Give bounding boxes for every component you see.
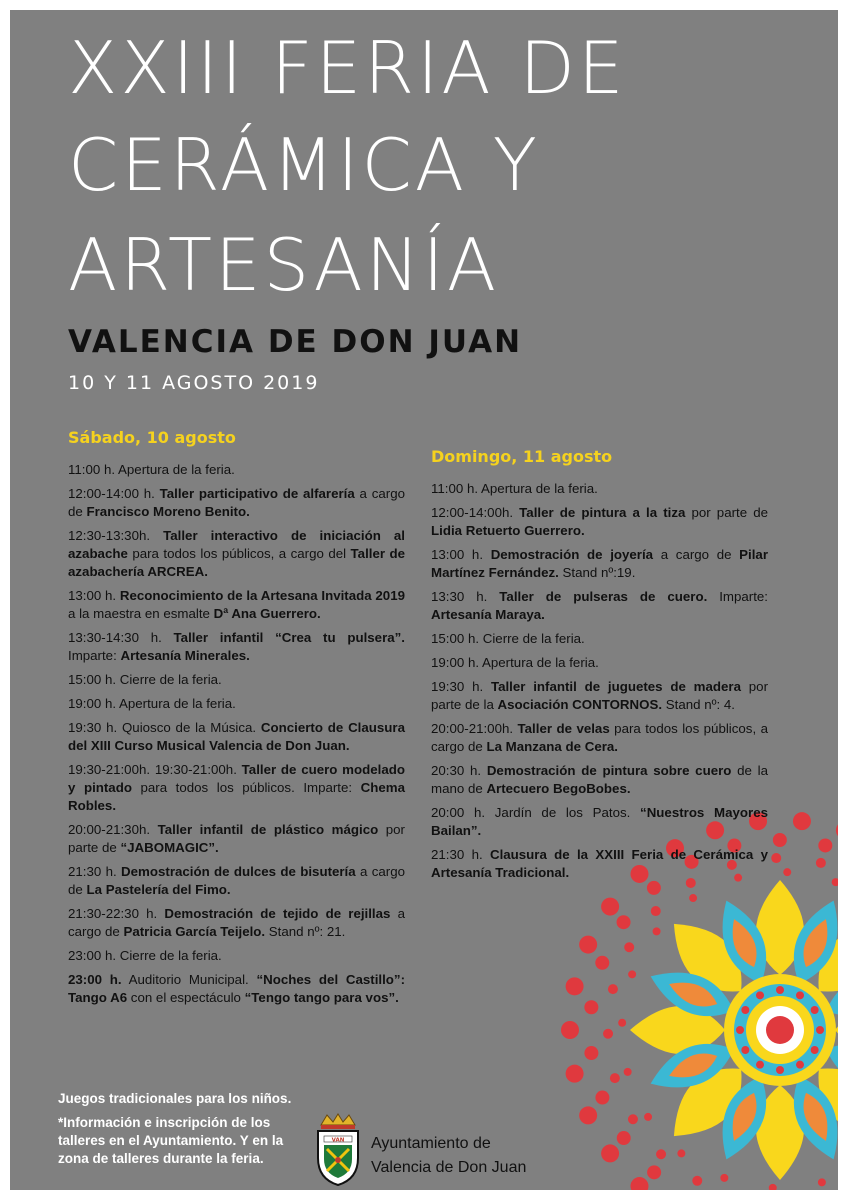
mandala-dot [628,970,636,978]
item-highlight: Artecuero BegoBobes. [486,781,631,796]
mandala-dot [651,906,661,916]
mandala-dot [818,1178,826,1186]
mandala-dot [601,898,619,916]
mandala-dot [653,927,661,935]
item-highlight: La Manzana de Cera. [486,739,618,754]
item-highlight: Taller infantil de plástico mágico [157,822,379,837]
item-highlight: Patricia García Teijelo. [123,924,266,939]
item-highlight: 23:00 h. [68,972,122,987]
item-highlight: Clausura de la XXIII Feria de Cerámica y Artesanía Tradicional. [431,847,768,880]
schedule-item [431,630,768,648]
mandala-dot [811,1006,819,1014]
item-text: Stand nº:19. [558,565,636,580]
item-text: a la maestra en esmalte [68,606,214,621]
event-dates: 10 Y 11 AGOSTO 2019 [68,372,320,394]
item-text: 20:00-21:00h. [431,721,518,736]
item-text: 13:30-14:30 h. [68,630,174,645]
sunday-heading: Domingo, 11 agosto [431,447,613,466]
item-highlight: “Tengo tango para vos”. [244,990,399,1005]
mandala-dot [584,1046,598,1060]
mandala-dot [617,1131,631,1145]
games-note: Juegos tradicionales para los niños. [58,1091,292,1106]
logo-line-2: Valencia de Don Juan [371,1159,527,1176]
item-text: Stand nº: 4. [662,697,735,712]
shield-text: VAN [331,1137,345,1144]
item-text: 20:00 h. Jardín de los Patos. [431,805,641,820]
item-text: a cargo de [68,486,405,519]
mandala-dot [736,1026,744,1034]
mandala-dot [816,858,826,868]
mandala-dot [771,853,781,863]
schedule-item [431,804,768,840]
mandala-dot [769,1184,777,1190]
item-highlight: Concierto de Clausura del XIII Curso Musical Valencia de Don Juan. [68,720,405,753]
mandala-dot [579,1106,597,1124]
schedule-item [431,546,768,582]
mandala-dot [579,936,597,954]
item-text: 19:30-21:00h. 19:30-21:00h. [68,762,242,777]
mandala-dot [773,833,787,847]
item-text: 21:30 h. [431,847,490,862]
item-highlight: Artesanía Maraya. [431,607,545,622]
info-note: *Información e inscripción de los talleres en el Ayuntamiento. Y en la zona de talleres durante la feria. [58,1115,284,1166]
schedule-item [68,485,405,521]
schedule-item [431,480,768,498]
item-highlight: Taller de cuero modelado y pintado [68,762,405,795]
item-text: para todos los públicos, a cargo de [431,721,768,754]
location-subtitle: VALENCIA DE DON JUAN [68,324,523,360]
item-text: 15:00 h. Cierre de la feria. [431,631,585,646]
mandala-dot [677,1149,685,1157]
mandala-dot [818,838,832,852]
item-text: 13:00 h. [68,588,120,603]
schedule-item [68,671,405,689]
schedule-item [431,720,768,756]
schedule-item [68,947,405,965]
saturday-heading: Sábado, 10 agosto [68,428,236,447]
mandala-dot [644,1113,652,1121]
mandala-dot [624,942,634,952]
schedule-item [431,504,768,540]
saturday-column [68,428,405,1013]
mandala-dot [811,1046,819,1054]
item-highlight: La Pastelería del Fimo. [86,882,231,897]
mandala-dot [656,1149,666,1159]
item-text: 19:00 h. Apertura de la feria. [431,655,599,670]
mandala-dot [783,868,791,876]
mandala-dot [624,1068,632,1076]
item-highlight: Taller infantil “Crea tu pulsera”. [173,630,405,645]
schedule-item [68,821,405,857]
item-highlight: Asociación CONTORNOS. [497,697,663,712]
schedule-item [68,527,405,581]
item-highlight: Taller de pintura a la tiza [519,505,686,520]
item-highlight: Taller de velas [517,721,610,736]
item-highlight: Demostración de dulces de bisutería [121,864,356,879]
item-highlight: Demostración de joyería [490,547,654,562]
town-hall-logo [313,1113,543,1188]
item-text: a cargo de [653,547,740,562]
item-highlight: Taller interactivo de iniciación al azabache [68,528,405,561]
item-highlight: Taller infantil de juguetes de madera [490,679,741,694]
item-highlight: Taller de pulseras de cuero. [499,589,708,604]
mandala-dot [610,1073,620,1083]
mandala-dot [595,956,609,970]
mandala-dot [720,1174,728,1182]
item-text: Imparte: [68,648,121,663]
footer-notes [58,1090,313,1174]
mandala-dot [741,1046,749,1054]
saturday-events [68,461,405,1007]
item-text: 15:00 h. Cierre de la feria. [68,672,222,687]
mandala-dot [756,991,764,999]
item-text: 12:00-14:00h. [431,505,520,520]
mandala-dot [836,821,838,839]
mandala-dot [647,1165,661,1179]
item-text: Stand nº: 21. [265,924,346,939]
mandala-center [766,1016,794,1044]
title-line-2: CERÁMICA Y [68,123,540,207]
item-text: 19:00 h. Apertura de la feria. [68,696,236,711]
item-text: con el espectáculo [127,990,245,1005]
item-highlight: Artesanía Minerales. [120,648,250,663]
item-highlight: Lidia Retuerto Guerrero. [431,523,585,538]
item-text: de la mano de [431,763,768,796]
mandala-dot [776,1066,784,1074]
item-text: 12:30-13:30h. [68,528,164,543]
item-text: 21:30-22:30 h. [68,906,165,921]
mandala-dot [776,986,784,994]
mandala-dot [608,984,618,994]
schedule-item [68,905,405,941]
mandala-dot [630,1177,648,1190]
mandala-dot [832,878,838,886]
item-text: 13:30 h. [431,589,500,604]
item-text: 13:00 h. [431,547,491,562]
mandala-dot [793,812,811,830]
schedule-item [68,461,405,479]
title-line-1: XXIII FERIA DE [68,26,627,110]
item-text: 12:00-14:00 h. [68,486,160,501]
item-text: 23:00 h. Cierre de la feria. [68,948,222,963]
schedule-item [68,629,405,665]
mandala-dot [566,977,584,995]
item-text: 19:30 h. [431,679,491,694]
mandala-dot [603,1029,613,1039]
item-highlight: Dª Ana Guerrero. [213,606,321,621]
item-highlight: “JABOMAGIC”. [120,840,219,855]
mandala-dot [689,894,697,902]
item-text: a cargo de [68,864,405,897]
item-highlight: Reconocimiento de la Artesana Invitada 2019 [119,588,405,603]
mandala-dot [796,1061,804,1069]
mandala-dot [561,1021,579,1039]
item-highlight: Chema Robles. [68,780,405,813]
schedule-item [68,587,405,623]
mandala-dot [595,1091,609,1105]
title-line-3: ARTESANÍA [68,223,500,307]
item-text: 11:00 h. Apertura de la feria. [431,481,598,496]
poster [10,10,838,1190]
item-text: 20:30 h. [431,763,487,778]
item-text: a cargo de [68,906,405,939]
schedule-item [431,588,768,624]
logo-line-1: Ayuntamiento de [371,1135,491,1152]
item-text: para todos los públicos. Imparte: [131,780,361,795]
schedule-item [431,678,768,714]
mandala-dot [566,1065,584,1083]
schedule-item [431,654,768,672]
item-highlight: Taller de azabachería ARCREA. [68,546,406,579]
coat-of-arms-icon [313,1113,363,1186]
item-highlight: Francisco Moreno Benito. [86,504,250,519]
item-text: por parte de [685,505,769,520]
mandala-dot [741,1006,749,1014]
item-highlight: Taller participativo de alfarería [159,486,355,501]
mandala-dot [618,1019,626,1027]
schedule-item [68,761,405,815]
item-text: 19:30 h. Quiosco de la Música. [68,720,261,735]
schedule-item [68,863,405,899]
sunday-column [431,447,768,888]
mandala-dot [816,1026,824,1034]
schedule-item [68,971,405,1007]
mandala-dot [756,1061,764,1069]
item-text: por parte de la [431,679,768,712]
mandala-dot [584,1000,598,1014]
item-text: Auditorio Municipal. [121,972,257,987]
mandala-dot [692,1176,702,1186]
schedule-item [68,695,405,713]
item-highlight: “Nuestros Mayores Bailan”. [431,805,768,838]
schedule-item [431,762,768,798]
item-highlight: Demostración de pintura sobre cuero [486,763,732,778]
sunday-events [431,480,768,882]
item-highlight: Demostración de tejido de rejillas [164,906,391,921]
item-text: 20:00-21:30h. [68,822,158,837]
item-text: 11:00 h. Apertura de la feria. [68,462,235,477]
mandala-dot [796,991,804,999]
item-text: 21:30 h. [68,864,122,879]
schedule-item [431,846,768,882]
mandala-dot [601,1144,619,1162]
item-highlight: Pilar Martínez Fernández. [431,547,768,580]
item-text: para todos los públicos, a cargo del [127,546,351,561]
schedule-item [68,719,405,755]
item-text: Imparte: [707,589,768,604]
item-text: por parte de [68,822,405,855]
mandala-dot [617,915,631,929]
item-highlight: “Noches del Castillo”: Tango A6 [68,972,405,1005]
mandala-dot [628,1114,638,1124]
